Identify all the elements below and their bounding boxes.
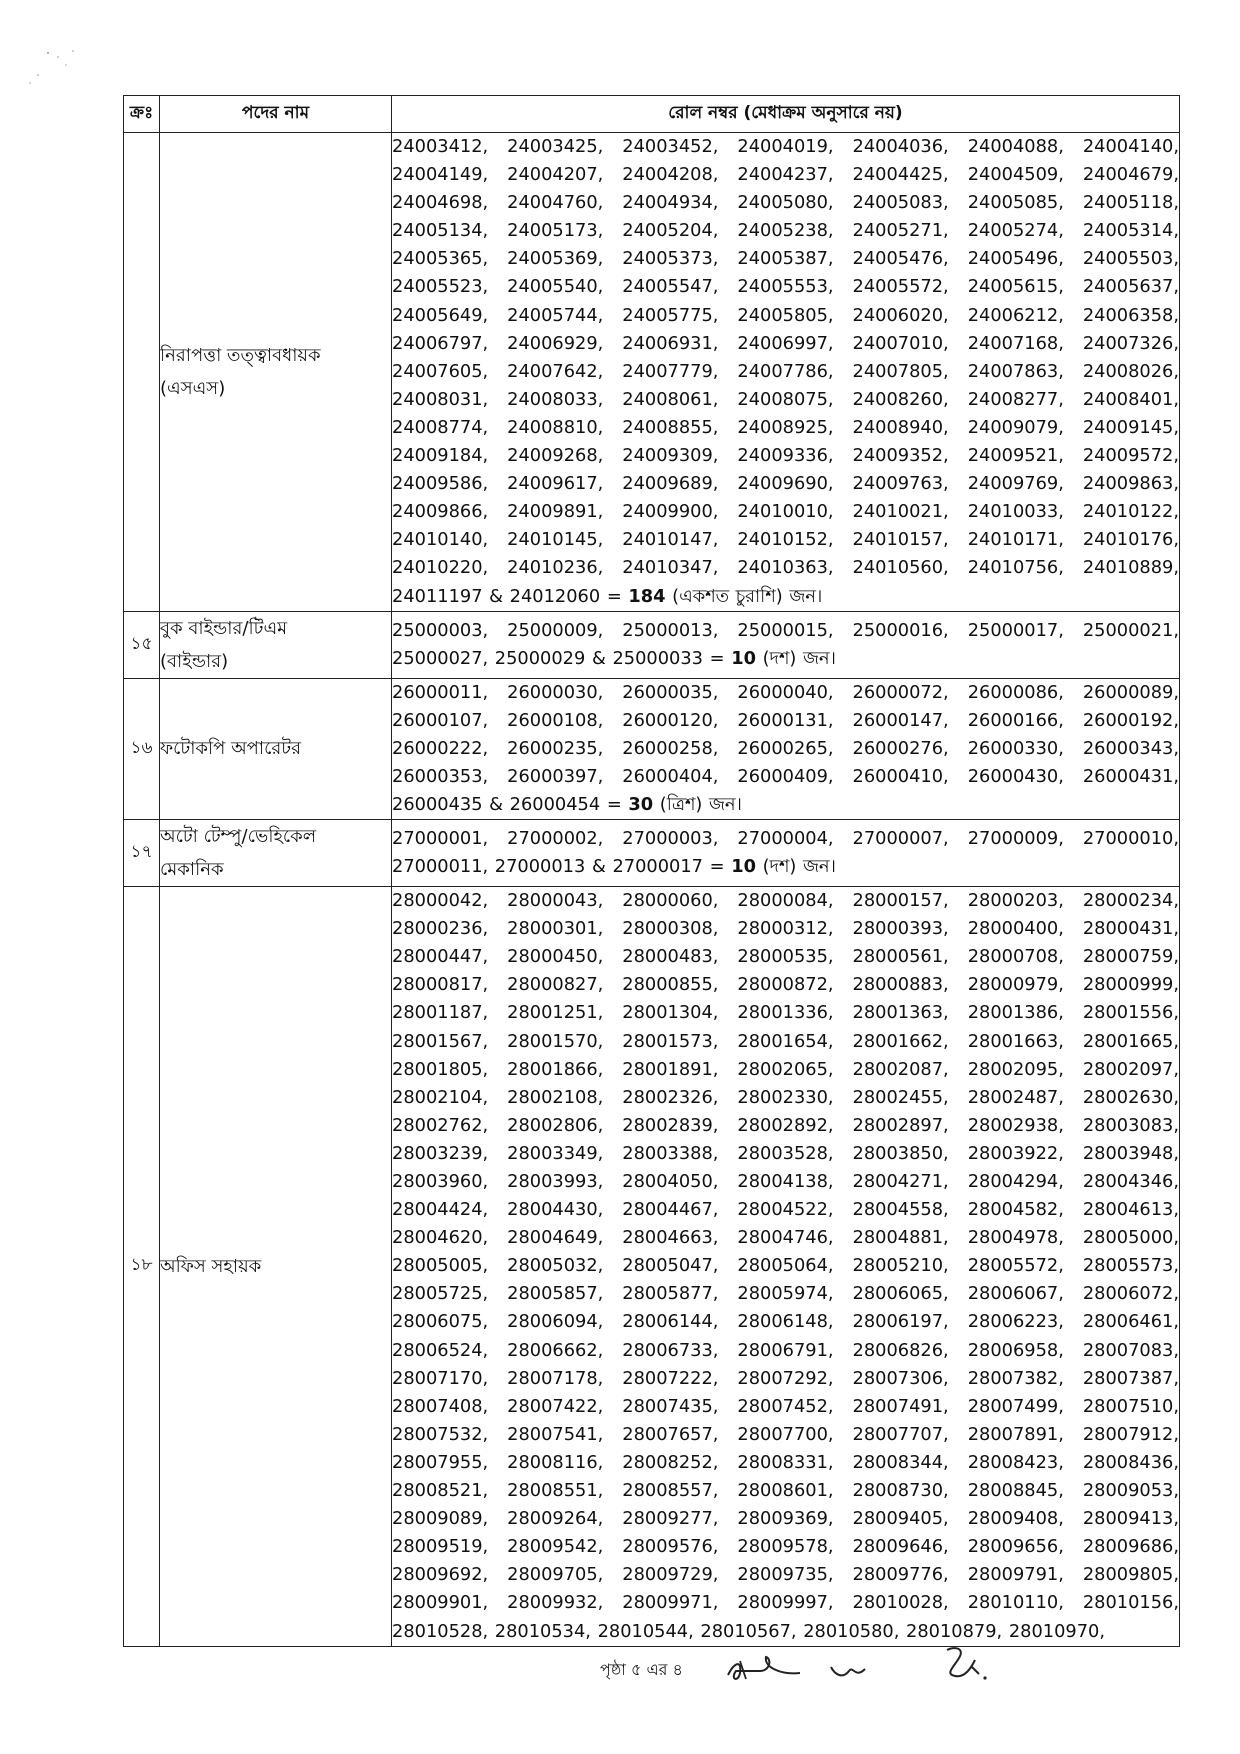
post-name-cell: [160, 611, 392, 678]
serial-cell: ১৭: [124, 820, 160, 887]
signature-1: [720, 1645, 810, 1695]
post-name-cell: [160, 887, 392, 1647]
scan-speckle-marks: [18, 45, 108, 95]
signature-3: [935, 1640, 995, 1690]
signature-2: [825, 1645, 875, 1695]
post-name-line: মেকানিক: [160, 859, 224, 881]
post-name-line: বুক বাইন্ডার/টিএম: [160, 617, 288, 639]
post-name-line: (এসএস): [160, 377, 226, 399]
total-in-words: (দশ) জন।: [755, 856, 836, 878]
total-count: 10: [731, 647, 756, 669]
roll-numbers-cell: [392, 611, 1180, 678]
serial-cell: ১৮: [124, 887, 160, 1647]
total-count: 30: [628, 793, 654, 815]
table-row: [124, 611, 1180, 678]
post-name-cell: [160, 133, 392, 612]
post-name-line: নিরাপত্তা তত্ত্বাবধায়ক: [160, 344, 321, 366]
total-in-words: (দশ) জন।: [755, 647, 836, 669]
roll-numbers-text: 26000011, 26000030, 26000035, 26000040, 26000072, 26000086, 26000089, 26000107, 26000108, 26000120, 26000131, 26000147, 26000166, 26000192, 26000222, 26000235, 26000258, 26000265, 26000276, 26000330, 26000343, 26000353, 26000397, 26000404, 26000409, 26000410, 26000430, 26000431, 26000435 & 26000454 =: [392, 681, 1179, 815]
table-row: [124, 678, 1180, 819]
serial-cell: ১৬: [124, 678, 160, 819]
post-name-line: ফটোকপি অপারেটর: [160, 738, 301, 760]
table-row: [124, 133, 1180, 612]
post-name-line: অফিস সহায়ক: [160, 1255, 262, 1277]
total-in-words: (একশত চুরাশি) জন।: [665, 585, 823, 607]
roll-numbers-text: 25000003, 25000009, 25000013, 25000015, 25000016, 25000017, 25000021, 25000027, 25000029 & 25000033 =: [392, 619, 1179, 669]
table-header-row: [124, 96, 1180, 133]
post-name-line: অটো টেম্পু/ভেহিকেল: [160, 826, 317, 848]
page-footer: [600, 1645, 900, 1705]
post-name-cell: [160, 820, 392, 887]
serial-header: ক্রঃ: [124, 96, 160, 133]
roll-numbers-cell: [392, 887, 1180, 1647]
roll-numbers-cell: [392, 678, 1180, 819]
roll-numbers-text: 27000001, 27000002, 27000003, 27000004, 27000007, 27000009, 27000010, 27000011, 27000013 & 27000017 =: [392, 827, 1179, 878]
total-in-words: (ত্রিশ) জন।: [653, 793, 742, 815]
post-name-line: (বাইন্ডার): [160, 650, 229, 672]
total-count: 184: [628, 585, 666, 607]
table-row: [124, 820, 1180, 887]
roll-numbers-cell: [392, 133, 1180, 612]
table-row: [124, 887, 1180, 1647]
roll-numbers-cell: [392, 820, 1180, 887]
roll-numbers-text: 24003412, 24003425, 24003452, 24004019, 24004036, 24004088, 24004140, 24004149, 24004207, 24004208, 24004237, 24004425, 24004509, 24004679, 24004698, 24004760, 24004934, 24005080, 24005083, 24005085, 24005118, 24005134, 24005173, 24005204, 24005238, 24005271, 24005274, 24005314, 24005365, 24005369, 24005373, 24005387, 24005476, 24005496, 24005503, 24005523, 24005540, 24005547, 24005553, 24005572, 24005615, 24005637, 24005649, 24005744, 24005775, 24005805, 24006020, 24006212, 24006358, 24006797, 24006929, 24006931, 24006997, 24007010, 24007168, 24007326, 24007605, 24007642, 24007779, 24007786, 24007805, 24007863, 24008026, 24008031, 24008033, 24008061, 24008075, 24008260, 24008277, 24008401, 24008774, 24008810, 24008855, 24008925, 24008940, 24009079, 24009145, 24009184, 24009268, 24009309, 24009336, 24009352, 24009521, 24009572, 24009586, 24009617, 24009689, 24009690, 24009763, 24009769, 24009863, 24009866, 24009891, 24009900, 24010010, 24010021, 24010033, 24010122, 24010140, 24010145, 24010147, 24010152, 24010157, 24010171, 24010176, 24010220, 24010236, 24010347, 24010363, 24010560, 24010756, 24010889, 24011197 & 24012060 =: [392, 136, 1179, 607]
page-number: পৃষ্ঠা ৫ এর ৪: [600, 1660, 683, 1679]
total-count: 10: [731, 856, 756, 878]
post-name-header: পদের নাম: [160, 96, 392, 133]
roll-numbers-header: রোল নম্বর (মেধাক্রম অনুসারে নয়): [392, 96, 1180, 133]
serial-cell: [124, 133, 160, 612]
roll-number-table: [123, 95, 1180, 1647]
post-name-cell: [160, 678, 392, 819]
roll-numbers-text: 28000042, 28000043, 28000060, 28000084, 28000157, 28000203, 28000234, 28000236, 28000301, 28000308, 28000312, 28000393, 28000400, 28000431, 28000447, 28000450, 28000483, 28000535, 28000561, 28000708, 28000759, 28000817, 28000827, 28000855, 28000872, 28000883, 28000979, 28000999, 28001187, 28001251, 28001304, 28001336, 28001363, 28001386, 28001556, 28001567, 28001570, 28001573, 28001654, 28001662, 28001663, 28001665, 28001805, 28001866, 28001891, 28002065, 28002087, 28002095, 28002097, 28002104, 28002108, 28002326, 28002330, 28002455, 28002487, 28002630, 28002762, 28002806, 28002839, 28002892, 28002897, 28002938, 28003083, 28003239, 28003349, 28003388, 28003528, 28003850, 28003922, 28003948, 28003960, 28003993, 28004050, 28004138, 28004271, 28004294, 28004346, 28004424, 28004430, 28004467, 28004522, 28004558, 28004582, 28004613, 28004620, 28004649, 28004663, 28004746, 28004881, 28004978, 28005000, 28005005, 28005032, 28005047, 28005064, 28005210, 28005572, 28005573, 28005725, 28005857, 28005877, 28005974, 28006065, 28006067, 28006072, 28006075, 28006094, 28006144, 28006148, 28006197, 28006223, 28006461, 28006524, 28006662, 28006733, 28006791, 28006826, 28006958, 28007083, 28007170, 28007178, 28007222, 28007292, 28007306, 28007382, 28007387, 28007408, 28007422, 28007435, 28007452, 28007491, 28007499, 28007510, 28007532, 28007541, 28007657, 28007700, 28007707, 28007891, 28007912, 28007955, 28008116, 28008252, 28008331, 28008344, 28008423, 28008436, 28008521, 28008551, 28008557, 28008601, 28008730, 28008845, 28009053, 28009089, 28009264, 28009277, 28009369, 28009405, 28009408, 28009413, 28009519, 28009542, 28009576, 28009578, 28009646, 28009656, 28009686, 28009692, 28009705, 28009729, 28009735, 28009776, 28009791, 28009805, 28009901, 28009932, 28009971, 28009997, 28010028, 28010110, 28010156, 28010528, 28010534, 28010544, 28010567, 28010580, 28010879, 28010970,: [392, 890, 1179, 1642]
serial-cell: ১৫: [124, 611, 160, 678]
